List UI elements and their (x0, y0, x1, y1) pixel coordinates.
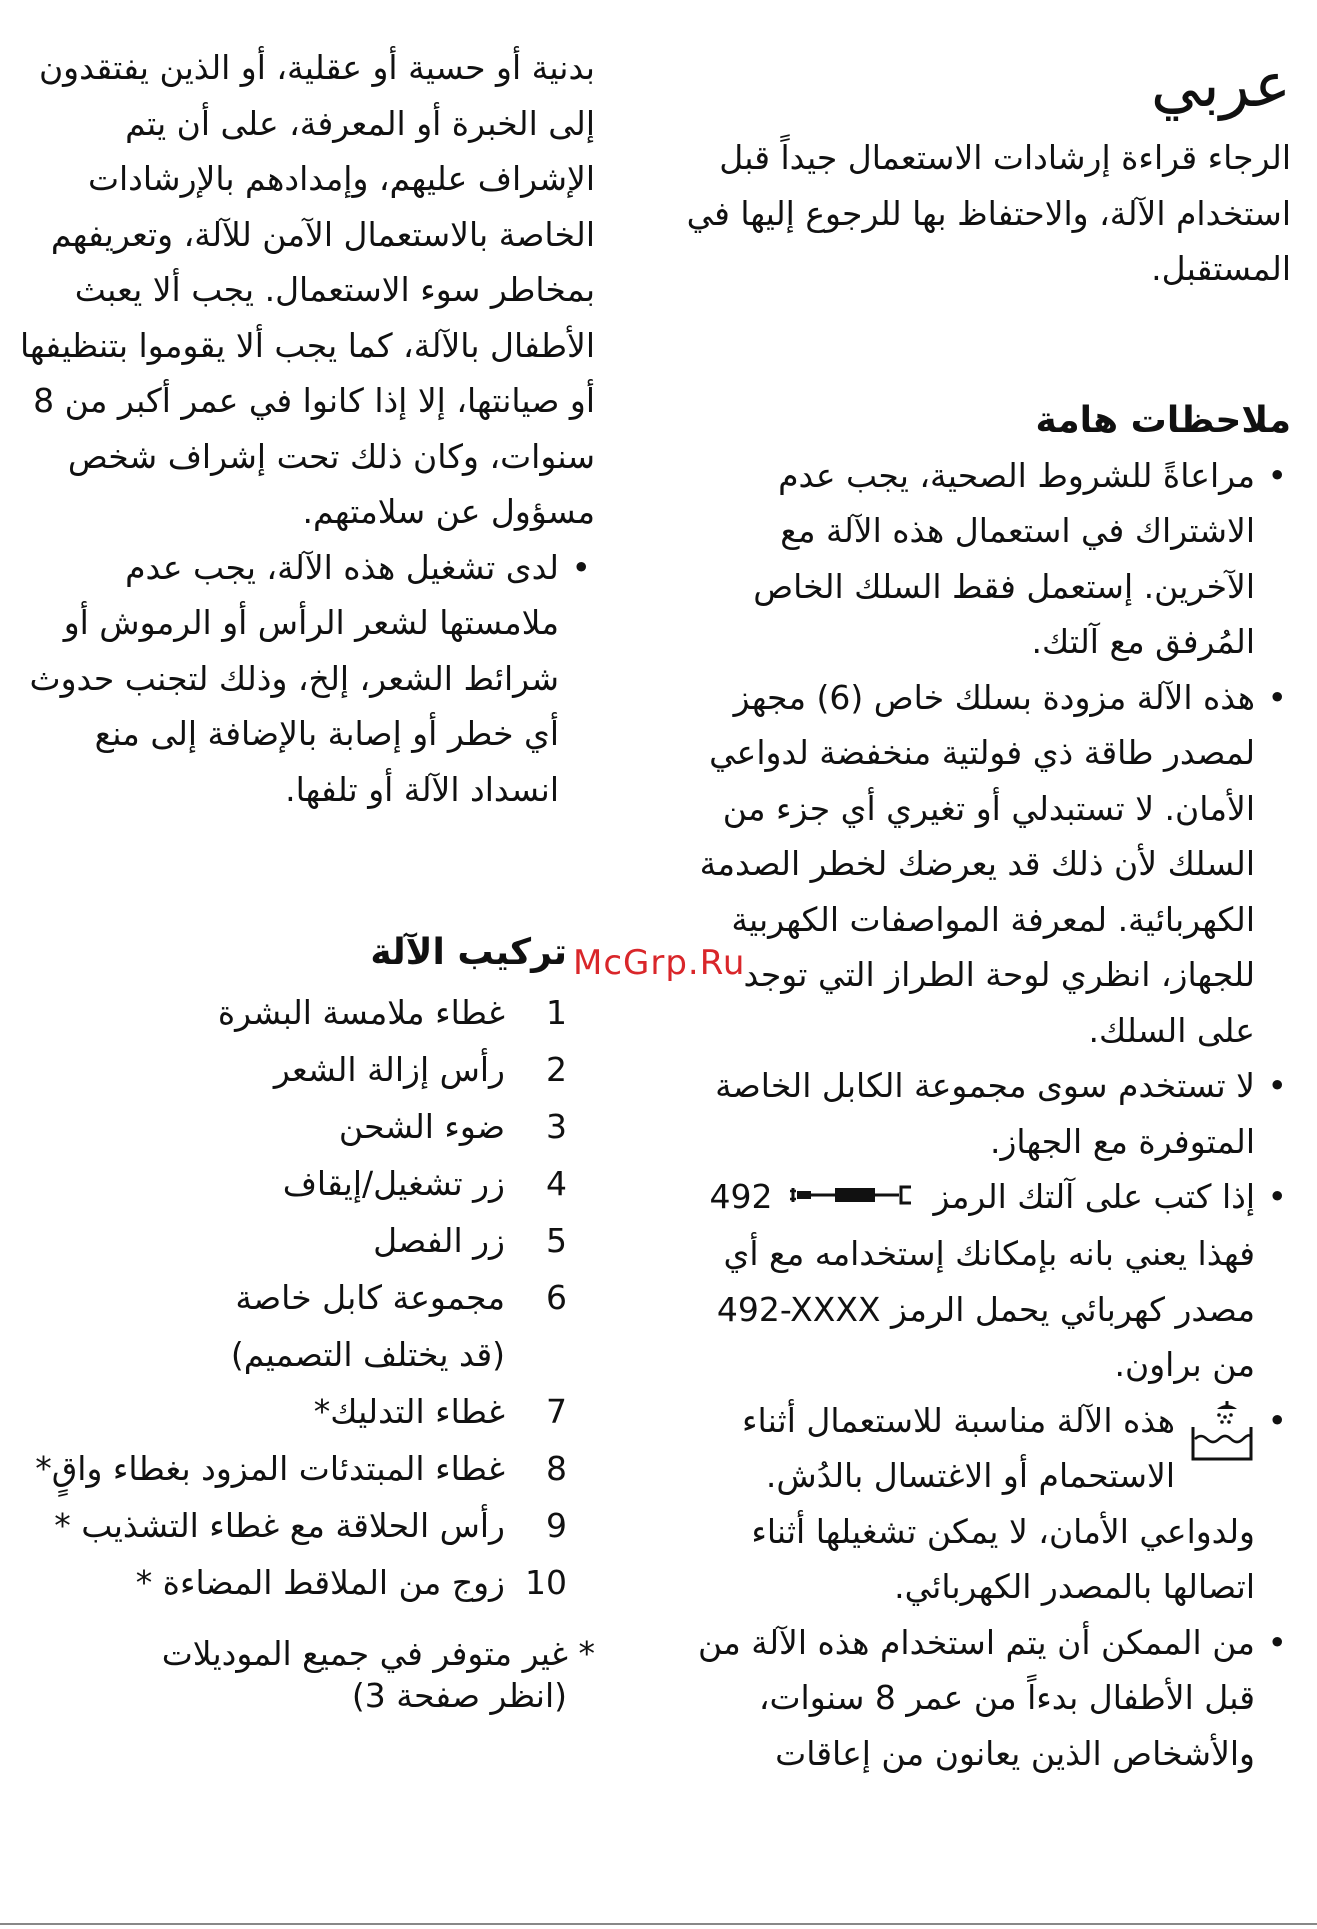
assembly-heading: تركيب الآلة (370, 932, 567, 973)
code-492: 492 (709, 1177, 773, 1216)
language-title: عربي (1150, 48, 1291, 121)
part-item-note: (قد يختلف التصميم) (230, 1335, 505, 1374)
note-hygiene: • مراعاةً للشروط الصحية، يجب عدم الاشتراك في استعمال هذه الآلة مع الآخرين. إستعمل فقط السلك الخاص المُرفق مع آلتك. (681, 448, 1291, 670)
bottom-divider (0, 1923, 1317, 1925)
note-hair-contact: • لدى تشغيل هذه الآلة، يجب عدم ملامستها لشعر الرأس أو الرموش أو شرائط الشعر، إلخ، وذلك لتجنب حدوث أي خطر أو إصابة بالإضافة إلى منع انسداد الآلة أو تلفها. (20, 540, 595, 818)
intro-paragraph: الرجاء قراءة إرشادات الاستعمال جيداً قبل استخدام الآلة، والاحتفاظ بها للرجوع إليها في المستقبل. (686, 138, 1291, 288)
parts-list (20, 984, 595, 1611)
left-bullets (20, 540, 595, 818)
note-special-cord: • هذه الآلة مزودة بسلك خاص (6) مجهز لمصدر طاقة ذي فولتية منخفضة لدواعي الأمان. لا تستبدلي أو تغيري أي جزء من السلك لأن ذلك قد يعرضك لخطر الصدمة الكهربائية. لمعرفة المواصفات الكهربية للجهاز، انظري لوحة الطراز التي توجد على السلك. (681, 670, 1291, 1059)
part-item: 1 غطاء ملامسة البشرة (217, 993, 567, 1032)
note-shower: • هذه الآلة مناسبة للاستعمال أثناء الاستحمام أو الاغتسال بالدُش. ولدواعي الأمان، لا يمكن تشغيلها أثناء اتصالها بالمصدر الكهربائي. (681, 1393, 1291, 1615)
part-item: 9 رأس الحلاقة مع غطاء التشذيب * (54, 1506, 567, 1545)
note-cable-set: • لا تستخدم سوى مجموعة الكابل الخاصة المتوفرة مع الجهاز. (681, 1058, 1291, 1169)
part-item: 5 زر الفصل (373, 1221, 567, 1260)
part-item: 2 رأس إزالة الشعر (273, 1050, 567, 1089)
part-item: 4 زر تشغيل/إيقاف (282, 1164, 567, 1203)
part-item: 8 غطاء المبتدئات المزود بغطاء واقٍ* (35, 1449, 567, 1488)
continuation-paragraph: بدنية أو حسية أو عقلية، أو الذين يفتقدون إلى الخبرة أو المعرفة، على أن يتم الإشراف عليهم، وإمدادهم بالإرشادات الخاصة بالاستعمال الآمن للآلة، وتعريفهم بمخاطر سوء الاستعمال. يجب ألا يعبث الأطفال بالآلة، كما يجب ألا يقوموا بتنظيفها أو صيانتها، إلا إذا كانوا في عمر أكبر من 8 سنوات، وكان ذلك تحت إشراف شخص مسؤول عن سلامتهم. (19, 48, 595, 531)
part-item: 6 مجموعة كابل خاصة (235, 1278, 567, 1317)
important-notes-list (681, 448, 1291, 1782)
note-492-symbol: • إذا كتب على آلتك الرمز 492 فهذا يعني بانه بإمكانك إستخدامه مع أي مصدر كهربائي يحمل الرمز 492-XXXX من براون. (681, 1169, 1291, 1393)
shower-icon (1189, 1397, 1255, 1484)
footnote: * غير متوفر في جميع الموديلات (انظر صفحة 3) (161, 1634, 595, 1715)
part-item: 7 غطاء التدليك* (313, 1392, 567, 1431)
left-column (20, 40, 595, 1717)
watermark-text: McGrp.Ru (573, 943, 746, 983)
part-item: 3 ضوء الشحن (338, 1107, 567, 1146)
important-notes-heading: ملاحظات هامة (1035, 399, 1291, 441)
right-column (681, 40, 1291, 1781)
part-item: 10 زوج من الملاقط المضاءة * (135, 1563, 567, 1602)
code-492-xxxx: 492-XXXX (716, 1289, 881, 1329)
note-children: • من الممكن أن يتم استخدام هذه الآلة من قبل الأطفال بدءاً من عمر 8 سنوات، والأشخاص الذين يعانون من إعاقات (681, 1615, 1291, 1782)
plug-symbol-icon (789, 1171, 917, 1227)
